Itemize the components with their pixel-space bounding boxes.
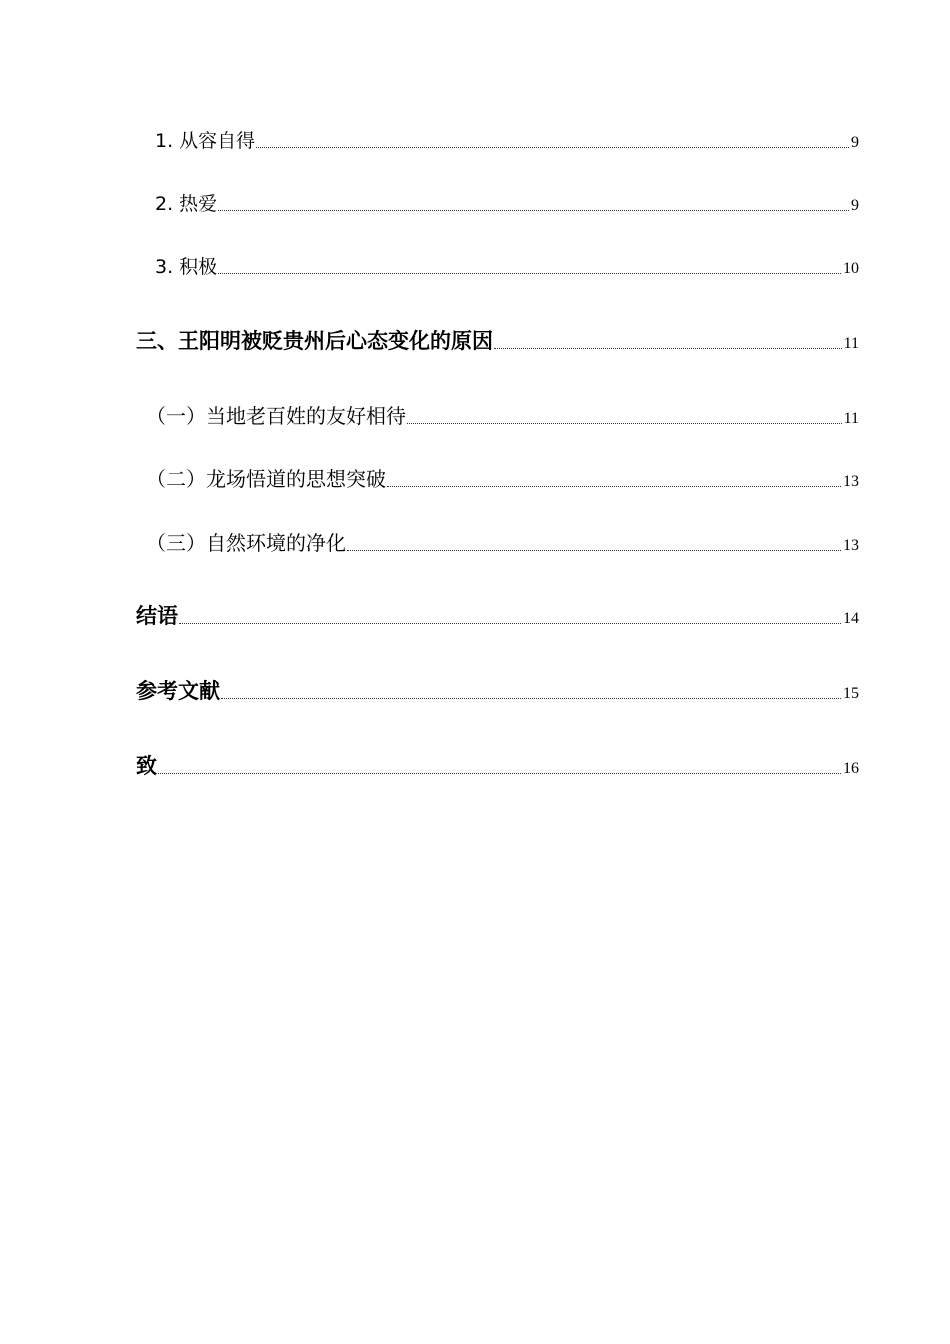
toc-entry[interactable] [155, 189, 859, 219]
toc-page-number: 13 [843, 473, 859, 490]
toc-entry-title: （三）自然环境的净化 [146, 531, 346, 555]
toc-entry-title: 参考文献 [136, 679, 220, 703]
toc-dot-leader [221, 698, 841, 699]
toc-entry-title: （一）当地老百姓的友好相待 [146, 404, 406, 428]
toc-dot-leader [494, 348, 842, 349]
toc-entry[interactable] [136, 600, 859, 630]
toc-entry-title: 结语 [136, 604, 178, 628]
toc-page-number: 9 [851, 134, 859, 151]
toc-page-number: 15 [843, 685, 859, 702]
toc-page-number: 9 [851, 197, 859, 214]
toc-page-number: 11 [843, 335, 859, 352]
toc-page-number: 10 [843, 260, 859, 277]
toc-entry[interactable] [146, 400, 859, 430]
toc-page-number: 11 [843, 410, 859, 427]
toc-dot-leader [218, 210, 849, 211]
toc-entry[interactable] [155, 252, 859, 282]
toc-entry-title: 1. 从容自得 [155, 130, 256, 152]
toc-dot-leader [256, 147, 849, 148]
toc-dot-leader [407, 423, 842, 424]
toc-dot-leader [387, 486, 841, 487]
toc-entry-title: 3. 积极 [155, 256, 218, 278]
toc-dot-leader [158, 773, 841, 774]
toc-page-number: 13 [843, 537, 859, 554]
toc-entry[interactable] [146, 527, 859, 557]
toc-entry-title: （二）龙场悟道的思想突破 [146, 467, 386, 491]
toc-entry[interactable] [136, 750, 859, 780]
toc-dot-leader [179, 623, 841, 624]
toc-page-number: 14 [843, 610, 859, 627]
toc-page-number: 16 [843, 760, 859, 777]
toc-entry-title: 2. 热爱 [155, 193, 218, 215]
toc-entry-title: 致 [136, 754, 157, 778]
toc-entry-title: 三、王阳明被贬贵州后心态变化的原因 [136, 329, 493, 353]
toc-dot-leader [347, 550, 841, 551]
toc-entry[interactable] [136, 325, 859, 355]
toc-entry[interactable] [136, 675, 859, 705]
toc-entry[interactable] [155, 126, 859, 156]
toc-entry[interactable] [146, 463, 859, 493]
toc-dot-leader [218, 273, 841, 274]
